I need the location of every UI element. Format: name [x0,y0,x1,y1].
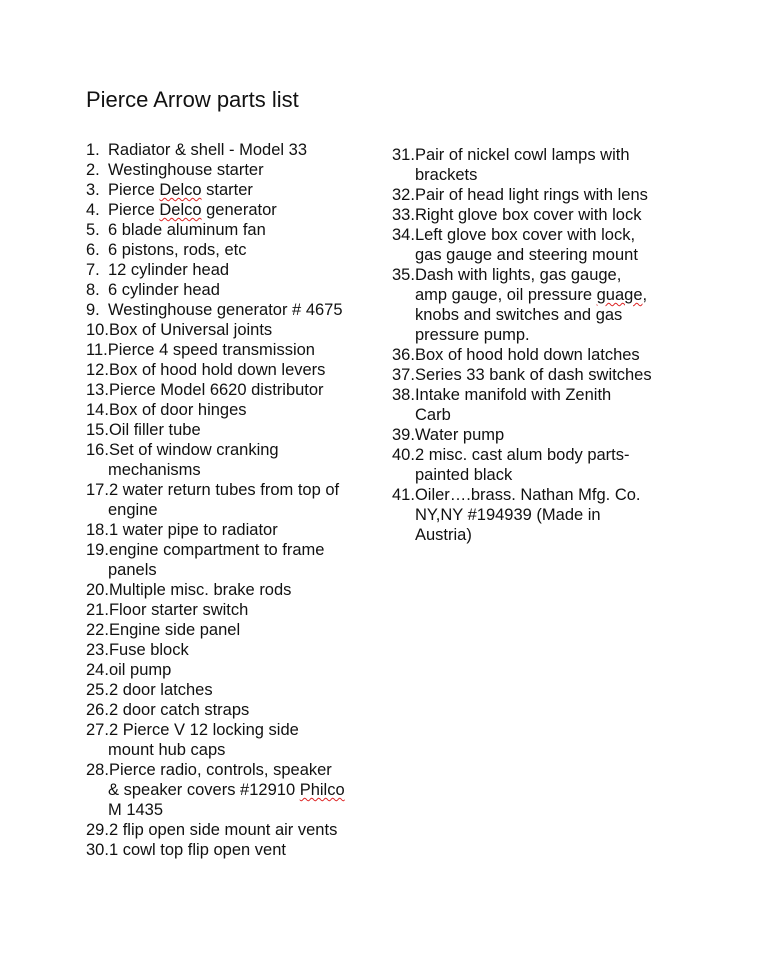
list-item [86,660,386,680]
list-item [392,185,692,205]
item-text: Intake manifold with Zenith [414,386,612,404]
item-text: Right glove box cover with lock [414,206,642,224]
item-number: 25. [86,681,109,699]
item-text: 2 Pierce V 12 locking side [108,721,299,739]
item-number: 3. [86,181,100,199]
item-number: 32. [392,186,415,204]
list-item [392,225,692,265]
list-item [86,240,386,260]
list-item [86,340,386,360]
item-text-continued: painted black [415,466,513,484]
list-item [392,205,692,225]
item-number: 21. [86,601,109,619]
item-text: Floor starter switch [108,601,249,619]
item-text: Box of Universal joints [108,321,273,339]
list-item [86,220,386,240]
item-text: Left glove box cover with lock, [414,226,636,244]
item-text: Oiler….brass. Nathan Mfg. Co. [414,486,641,504]
item-text: Engine side panel [108,621,241,639]
list-item [86,140,386,160]
item-number: 10. [86,321,109,339]
list-item [392,345,692,365]
item-text: 6 pistons, rods, etc [108,241,247,259]
item-text: Pair of nickel cowl lamps with [414,146,630,164]
item-text: Pierce 4 speed transmission [107,341,315,359]
item-number: 23. [86,641,109,659]
list-item [392,145,692,185]
item-text: 1 cowl top flip open vent [108,841,286,859]
item-text: Westinghouse generator # 4675 [108,301,343,319]
item-text: Box of hood hold down latches [414,346,640,364]
list-item [86,200,386,220]
item-text: 12 cylinder head [108,261,230,279]
list-item [86,700,386,720]
item-text-continued: amp gauge, oil pressure guage, [415,286,648,304]
item-number: 9. [86,301,100,319]
list-item [392,485,692,545]
item-number: 33. [392,206,415,224]
item-text-continued: panels [108,561,157,579]
item-text-continued: engine [108,501,158,519]
item-number: 8. [86,281,100,299]
item-text-continued: pressure pump. [415,326,530,344]
list-item [86,400,386,420]
list-item [86,540,386,580]
item-text-continued: Austria) [415,526,472,544]
list-item [86,180,386,200]
item-text: engine compartment to frame [108,541,325,559]
item-text-continued: gas gauge and steering mount [415,246,638,264]
item-number: 17. [86,481,109,499]
item-number: 27. [86,721,109,739]
item-text: Fuse block [108,641,189,659]
item-number: 41. [392,486,415,504]
list-item [86,680,386,700]
list-item [86,320,386,340]
item-number: 16. [86,441,109,459]
item-text: Pair of head light rings with lens [414,186,648,204]
item-number: 35. [392,266,415,284]
item-number: 18. [86,521,109,539]
list-item [392,385,692,425]
list-item [86,600,386,620]
item-text: Pierce Delco generator [108,201,277,219]
item-text: Pierce Model 6620 distributor [108,381,324,399]
item-text: oil pump [108,661,172,679]
item-text-continued: mechanisms [108,461,201,479]
item-text: 6 blade aluminum fan [108,221,266,239]
item-text: Radiator & shell - Model 33 [108,141,308,159]
item-text: Set of window cranking [108,441,279,459]
parts-list-left-column [86,140,386,860]
item-number: 39. [392,426,415,444]
item-number: 6. [86,241,100,259]
list-item [86,420,386,440]
list-item [86,280,386,300]
list-item [86,720,386,760]
item-number: 24. [86,661,109,679]
item-number: 12. [86,361,109,379]
item-text-continued: & speaker covers #12910 Philco [108,781,345,799]
item-text-continued: knobs and switches and gas [415,306,623,324]
list-item [86,760,386,820]
item-number: 15. [86,421,109,439]
item-text: Series 33 bank of dash switches [414,366,652,384]
item-number: 2. [86,161,100,179]
item-number: 37. [392,366,415,384]
item-text-continued: M 1435 [108,801,164,819]
list-item [86,360,386,380]
list-item [392,365,692,385]
item-number: 13. [86,381,109,399]
item-text: 2 flip open side mount air vents [108,821,338,839]
list-item [86,620,386,640]
item-text-continued: Carb [415,406,451,424]
list-item [86,840,386,860]
item-number: 29. [86,821,109,839]
item-text: 2 misc. cast alum body parts- [414,446,630,464]
item-number: 19. [86,541,109,559]
list-item [86,480,386,520]
item-text: Dash with lights, gas gauge, [414,266,622,284]
item-number: 4. [86,201,100,219]
item-text: 2 water return tubes from top of [108,481,340,499]
list-item [392,425,692,445]
list-item [86,640,386,660]
item-text: Box of hood hold down levers [108,361,326,379]
item-text: 2 door latches [108,681,213,699]
item-number: 11. [86,341,108,359]
parts-list-right-column [392,145,692,545]
item-number: 14. [86,401,109,419]
item-number: 31. [392,146,415,164]
item-text: Water pump [414,426,505,444]
item-text: 2 door catch straps [108,701,250,719]
item-number: 7. [86,261,100,279]
list-item [86,300,386,320]
list-item [392,265,692,345]
item-number: 5. [86,221,100,239]
item-text-continued: NY,NY #194939 (Made in [415,506,601,524]
item-text: Box of door hinges [108,401,247,419]
page-title: Pierce Arrow parts list [86,87,299,112]
item-text: Westinghouse starter [108,161,264,179]
item-text: 1 water pipe to radiator [108,521,278,539]
item-number: 34. [392,226,415,244]
item-number: 1. [86,141,100,159]
item-number: 28. [86,761,109,779]
item-text: Pierce radio, controls, speaker [108,761,332,779]
item-number: 30. [86,841,109,859]
list-item [86,380,386,400]
item-text-continued: mount hub caps [108,741,226,759]
item-number: 40. [392,446,415,464]
list-item [86,820,386,840]
item-text: Pierce Delco starter [108,181,253,199]
item-number: 36. [392,346,415,364]
list-item [392,445,692,485]
list-item [86,440,386,480]
item-number: 20. [86,581,109,599]
item-text: Oil filler tube [108,421,201,439]
item-number: 38. [392,386,415,404]
list-item [86,160,386,180]
item-text-continued: brackets [415,166,478,184]
list-item [86,580,386,600]
item-text: Multiple misc. brake rods [108,581,292,599]
list-item [86,520,386,540]
list-item [86,260,386,280]
item-text: 6 cylinder head [108,281,220,299]
item-number: 22. [86,621,109,639]
item-number: 26. [86,701,109,719]
